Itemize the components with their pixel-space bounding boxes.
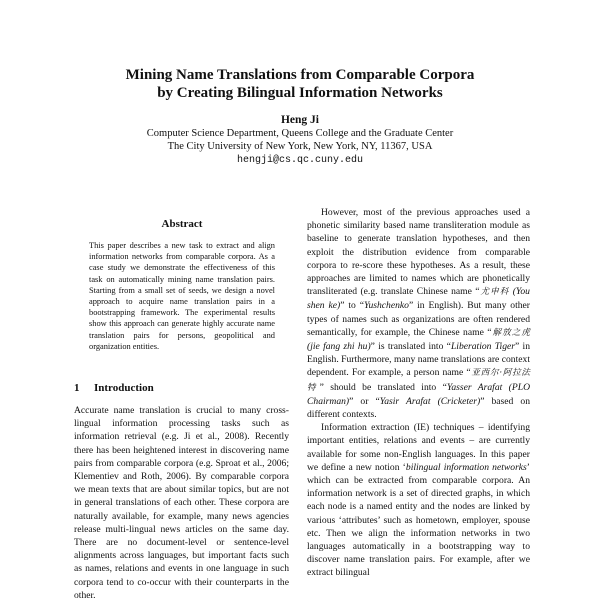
right-column — [307, 206, 530, 580]
affiliation-line-1: Computer Science Department, Queens College and the Graduate Center — [146, 128, 454, 139]
title-line-1: Mining Name Translations from Comparable Corpora — [125, 67, 475, 83]
paper-title — [0, 66, 600, 102]
english-name-2: Liberation Tiger — [450, 341, 515, 353]
romanization-2: (jie fang zhi hu) — [307, 341, 371, 353]
chinese-name-2: 解放之虎 — [491, 327, 530, 338]
term-bilingual-networks: bilingual information networks — [405, 461, 527, 473]
author-name: Heng Ji — [280, 114, 319, 126]
chinese-name-3: 亚西尔·阿拉法特 — [307, 368, 530, 393]
section-number: 1 — [74, 382, 80, 394]
english-name-3: Yasser Arafat (PLO Chairman) — [307, 381, 530, 407]
affiliation — [0, 127, 600, 153]
intro-paragraph: Accurate name translation is crucial to many cross-lingual information processing tasks such as information retrieval (e.g. Ji et al., 2008). Recently there has been heightened interest in discovering name pairs from comparable corpora (e.g. Sproat et al., 2006; Klementiev and Roth, 2006). By comparable corpora we mean texts that are about similar topics, but are not in general translations of each other. These corpora are naturally available, for example, many news agencies release multi-lingual news articles on the same day. There are no document-level or sentence-level alignments across languages, but important facts such as names, relations and events in one language in such corpora tend to co-occur with their counterparts in the other. — [74, 405, 289, 601]
english-name-1: Yushchenko — [364, 300, 409, 312]
romanization-1: (You shen ke) — [307, 286, 530, 312]
chinese-name-1: 尤申科 — [479, 287, 510, 298]
affiliation-line-2: The City University of New York, New York, NY, 11367, USA — [167, 141, 433, 152]
title-line-2: by Creating Bilingual Information Networks — [157, 85, 443, 101]
author-email: hengji@cs.qc.cuny.edu — [236, 155, 364, 166]
section-title: Introduction — [94, 382, 154, 394]
english-name-4: Yasir Arafat (Cricketer) — [379, 395, 481, 407]
section-heading — [74, 382, 154, 394]
right-paragraph-1: However, most of the previous approaches used a phonetic similarity based name transliteration module as baseline to generate translation hypotheses, and then exploit the distribution evidence from comparable corpora to re-score these hypotheses. As a result, these approaches are limited to names which are phonetically transliterated (e.g. translate Chinese name “尤申科 (You shen ke)” to “Yushchenko” in English). But many other types of names such as organizations are often rendered semantically, for example, the Chinese name “解放之虎 (jie fang zhi hu)” is translated into “Liberation Tiger” in English. Furthermore, many name translations are context dependent. For example, a person name “亚西尔·阿拉法特” should be translated into “Yasser Arafat (PLO Chairman)” or “Yasir Arafat (Cricketer)” based on different contexts. — [307, 207, 531, 421]
abstract-body: This paper describes a new task to extract and align information networks from comparable corpora. As a case study we demonstrate the effectiveness of this task on automatically mining name translation pairs. Starting from a small set of seeds, we design a novel approach to acquire name translation pairs in a bootstrapping framework. The experimental results show this approach can generate highly accurate name translation pairs for persons, geopolitical and organization entities. — [89, 241, 275, 351]
abstract-heading: Abstract — [161, 218, 203, 230]
right-paragraph-2: Information extraction (IE) techniques – identifying important entities, relations and events – are currently available for some non-English languages. In this paper we define a new notion ‘bilingual information networks’ which can be extracted from comparable corpora. An information network is a set of directed graphs, in which each node is a named entity and the nodes are linked by various ‘attributes’ such as hometown, employer, spouse etc. Then we align the information networks in two languages automatically in a bootstrapping way to discover name translation pairs. For example, after we extract bilingual — [307, 422, 530, 579]
